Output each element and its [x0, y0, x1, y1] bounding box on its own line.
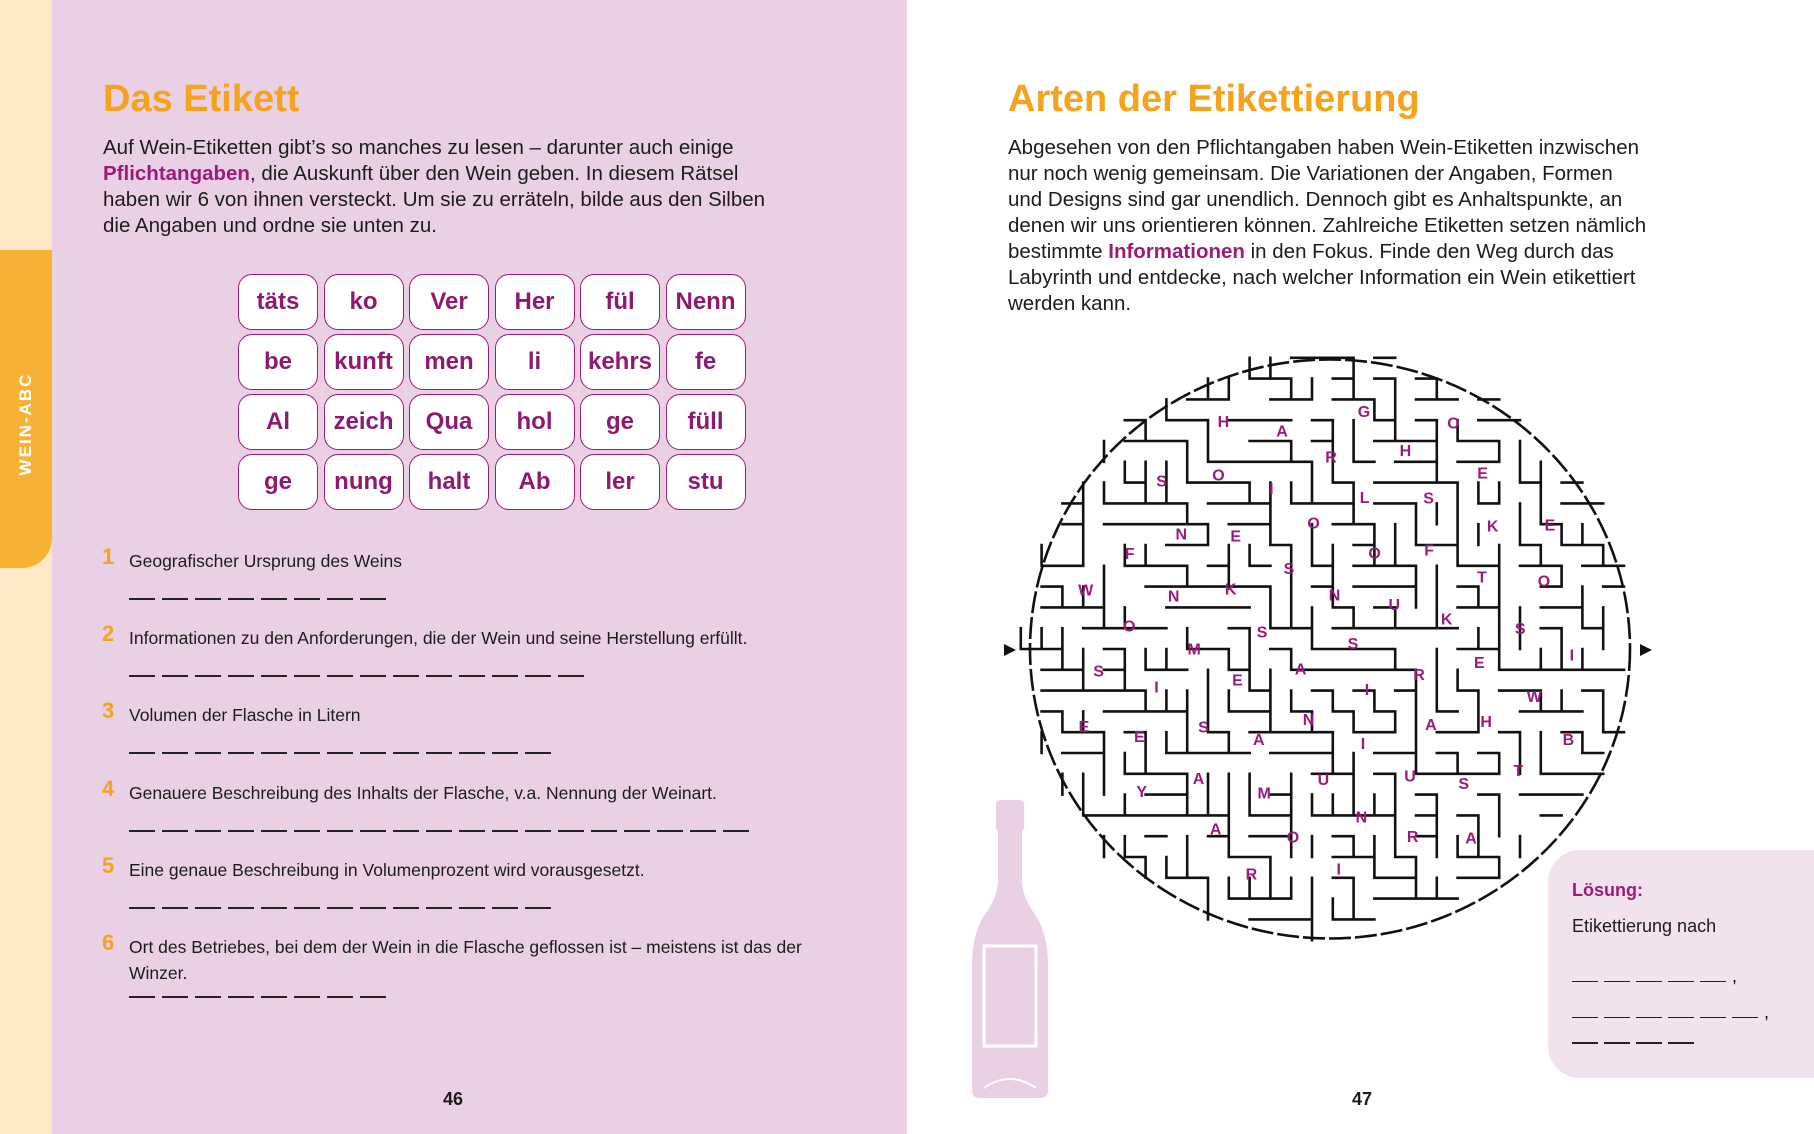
question-text: Geografischer Ursprung des Weins — [129, 551, 402, 571]
maze-letter: N — [1302, 712, 1315, 729]
syllable-cell: füll — [666, 394, 746, 450]
question-number: 4 — [102, 776, 115, 801]
maze-letter: A — [1209, 821, 1222, 839]
maze-letter: S — [1283, 561, 1295, 578]
syllable-cell: täts — [238, 274, 318, 330]
syllable-cell: stu — [666, 454, 746, 510]
maze-entry-arrow — [1004, 644, 1016, 656]
solution-text: Etikettierung nach — [1572, 916, 1717, 936]
answer-blanks[interactable] — [129, 996, 386, 998]
intro-line: , die Auskunft über den Wein geben. In diesem Rätsel — [249, 162, 739, 185]
side-tab-label: WEIN-ABC — [16, 372, 35, 476]
maze-letter: W — [1078, 582, 1094, 600]
side-tab-top — [0, 0, 52, 250]
question-number: 2 — [102, 621, 115, 646]
intro-line: werden kann. — [1008, 292, 1132, 315]
syllable-cell: Ver — [409, 274, 489, 330]
syllable-cell: kunft — [324, 334, 404, 390]
maze-letter: E — [1230, 528, 1242, 546]
maze-letter: H — [1480, 714, 1492, 731]
maze-letter: I — [1569, 647, 1575, 665]
right-title: Arten der Etikettierung — [1008, 78, 1420, 120]
answer-blanks[interactable] — [129, 598, 386, 600]
question-number: 3 — [102, 698, 115, 723]
question-text: Genauere Beschreibung des Inhalts der Flasche, v.a. Nennung der Weinart. — [129, 783, 717, 803]
maze-letter: H — [1217, 413, 1230, 431]
maze-letter: O — [1122, 618, 1136, 636]
maze-letter: M — [1257, 785, 1271, 803]
maze-letter: O — [1286, 829, 1300, 847]
maze-letter: O — [1447, 415, 1460, 433]
answer-blanks[interactable] — [129, 752, 551, 754]
maze-letter: G — [1357, 404, 1371, 422]
solution-title: Lösung: — [1572, 880, 1643, 900]
syllable-cell: ge — [580, 394, 660, 450]
maze-letter: T — [1477, 569, 1487, 587]
question-text: Volumen der Flasche in Litern — [129, 705, 361, 725]
maze-letter: S — [1514, 621, 1526, 638]
maze-letter: A — [1465, 830, 1477, 848]
maze-letter: E — [1232, 672, 1243, 690]
maze-letter: R — [1413, 666, 1425, 684]
answer-blanks[interactable] — [129, 907, 551, 909]
maze-letter: S — [1458, 776, 1470, 793]
intro-line: denen wir uns orientieren können. Zahlreiche Etiketten setzen nämlich — [1008, 214, 1647, 237]
intro-highlight: Pflichtangaben — [103, 162, 250, 185]
syllable-cell: Al — [238, 394, 318, 450]
syllable-cell: Her — [495, 274, 575, 330]
maze-letter: R — [1406, 828, 1419, 846]
maze-letter: N — [1167, 588, 1180, 606]
syllable-cell: zeich — [324, 394, 404, 450]
intro-line: haben wir 6 von ihnen versteckt. Um sie zu erräteln, bilde aus den Silben — [103, 188, 766, 211]
maze-letter: F — [1424, 542, 1434, 560]
maze-letter: Y — [1136, 783, 1148, 801]
syllable-cell: halt — [409, 454, 489, 510]
maze-walls — [1021, 358, 1624, 940]
solution-blanks-1: , — [1572, 970, 1737, 982]
maze-letter: I — [1360, 735, 1366, 753]
intro-line: Labyrinth und entdecke, nach welcher Information ein Wein etikettiert — [1008, 266, 1636, 289]
solution-box — [1548, 850, 1814, 1078]
maze-letter: O — [1212, 467, 1225, 485]
page-number-right: 47 — [1352, 1089, 1373, 1109]
maze-letter: E — [1477, 465, 1488, 483]
maze-letter: F — [1124, 545, 1135, 563]
answer-blanks[interactable] — [129, 830, 749, 832]
maze-letter: O — [1307, 515, 1320, 533]
maze-letter: U — [1404, 768, 1416, 786]
syllable-cell: Ab — [495, 454, 575, 510]
syllable-cell: ko — [324, 274, 404, 330]
intro-line: nur noch wenig gemeinsam. Die Variationen der Angaben, Formen — [1008, 162, 1613, 185]
question-text: Eine genaue Beschreibung in Volumenprozent wird vorausgesetzt. — [129, 860, 645, 880]
syllable-cell: men — [409, 334, 489, 390]
maze-letter: S — [1256, 624, 1268, 642]
maze-letter: I — [1154, 679, 1159, 697]
question-number: 1 — [102, 544, 115, 569]
maze-letter: E — [1133, 729, 1145, 746]
maze-letter: L — [1359, 490, 1370, 507]
page-number-left: 46 — [443, 1089, 464, 1109]
maze-letter: N — [1175, 526, 1188, 544]
question-text: Informationen zu den Anforderungen, die der Wein und seine Herstellung erfüllt. — [129, 628, 748, 648]
question-text: Ort des Betriebes, bei dem der Wein in die Flasche geflossen ist – meistens ist das der Winzer. — [129, 937, 802, 983]
maze-letter: O — [1368, 545, 1381, 563]
maze-letter: W — [1526, 689, 1542, 707]
maze-letter: T — [1513, 763, 1524, 780]
maze-letter: R — [1245, 866, 1258, 884]
maze-letter: M — [1187, 641, 1201, 659]
maze-letter: S — [1347, 636, 1359, 653]
maze-letter: U — [1388, 597, 1401, 615]
syllable-cell: hol — [495, 394, 575, 450]
syllable-cell: Nenn — [666, 274, 746, 330]
maze-letter: E — [1078, 718, 1090, 736]
syllable-cell: fül — [580, 274, 660, 330]
maze-letter: K — [1224, 581, 1237, 599]
maze-letter: S — [1093, 663, 1104, 681]
maze-letter: H — [1399, 442, 1412, 460]
maze-letter: A — [1253, 732, 1265, 750]
syllable-cell: fe — [666, 334, 746, 390]
maze-letter: S — [1423, 490, 1434, 508]
syllable-cell: ler — [580, 454, 660, 510]
maze-letter: S — [1198, 719, 1209, 737]
maze-letter: K — [1486, 518, 1499, 536]
maze-letter: E — [1473, 655, 1485, 673]
maze-letter: R — [1325, 449, 1337, 467]
maze-letter: A — [1276, 423, 1288, 441]
right-intro — [1008, 135, 1646, 317]
maze-letter: S — [1156, 473, 1167, 491]
syllable-cell: ge — [238, 454, 318, 510]
solution-blanks-2: , — [1572, 1006, 1769, 1018]
maze-letter: N — [1355, 809, 1368, 827]
maze-letter: I — [1269, 480, 1274, 498]
maze-letter: N — [1328, 587, 1341, 605]
maze-letter: O — [1537, 573, 1551, 591]
maze-letter: K — [1440, 611, 1453, 629]
maze-letter: I — [1364, 681, 1370, 699]
syllable-cell: Qua — [409, 394, 489, 450]
intro-highlight: Informationen — [1108, 240, 1245, 263]
maze-letter: I — [1336, 861, 1341, 879]
maze-letter: E — [1544, 517, 1556, 535]
syllable-cell: nung — [324, 454, 404, 510]
intro-line: bestimmte — [1008, 240, 1109, 263]
answer-blanks[interactable] — [129, 675, 584, 677]
intro-line: und Designs sind gar unendlich. Dennoch gibt es Anhaltspunkte, an — [1008, 188, 1623, 211]
left-title: Das Etikett — [103, 78, 300, 120]
left-intro — [103, 135, 765, 239]
question-number: 5 — [102, 853, 115, 878]
maze-letter: A — [1294, 661, 1307, 679]
syllable-cell: kehrs — [580, 334, 660, 390]
intro-line: Abgesehen von den Pflichtangaben haben Wein-Etiketten inzwischen — [1008, 136, 1639, 159]
maze-letter: A — [1192, 771, 1205, 788]
syllable-cell: li — [495, 334, 575, 390]
maze-letter: A — [1425, 716, 1437, 734]
maze-exit-arrow — [1640, 644, 1652, 656]
maze-letter: B — [1562, 732, 1575, 750]
solution-blanks-3 — [1572, 1042, 1694, 1044]
intro-line: in den Fokus. Finde den Weg durch das — [1244, 240, 1614, 263]
intro-line: Auf Wein-Etiketten gibt’s so manches zu lesen – darunter auch einige — [103, 136, 734, 159]
intro-line: die Angaben und ordne sie unten zu. — [103, 214, 437, 237]
maze-letter: U — [1317, 772, 1330, 790]
syllable-cell: be — [238, 334, 318, 390]
question-number: 6 — [102, 930, 115, 955]
